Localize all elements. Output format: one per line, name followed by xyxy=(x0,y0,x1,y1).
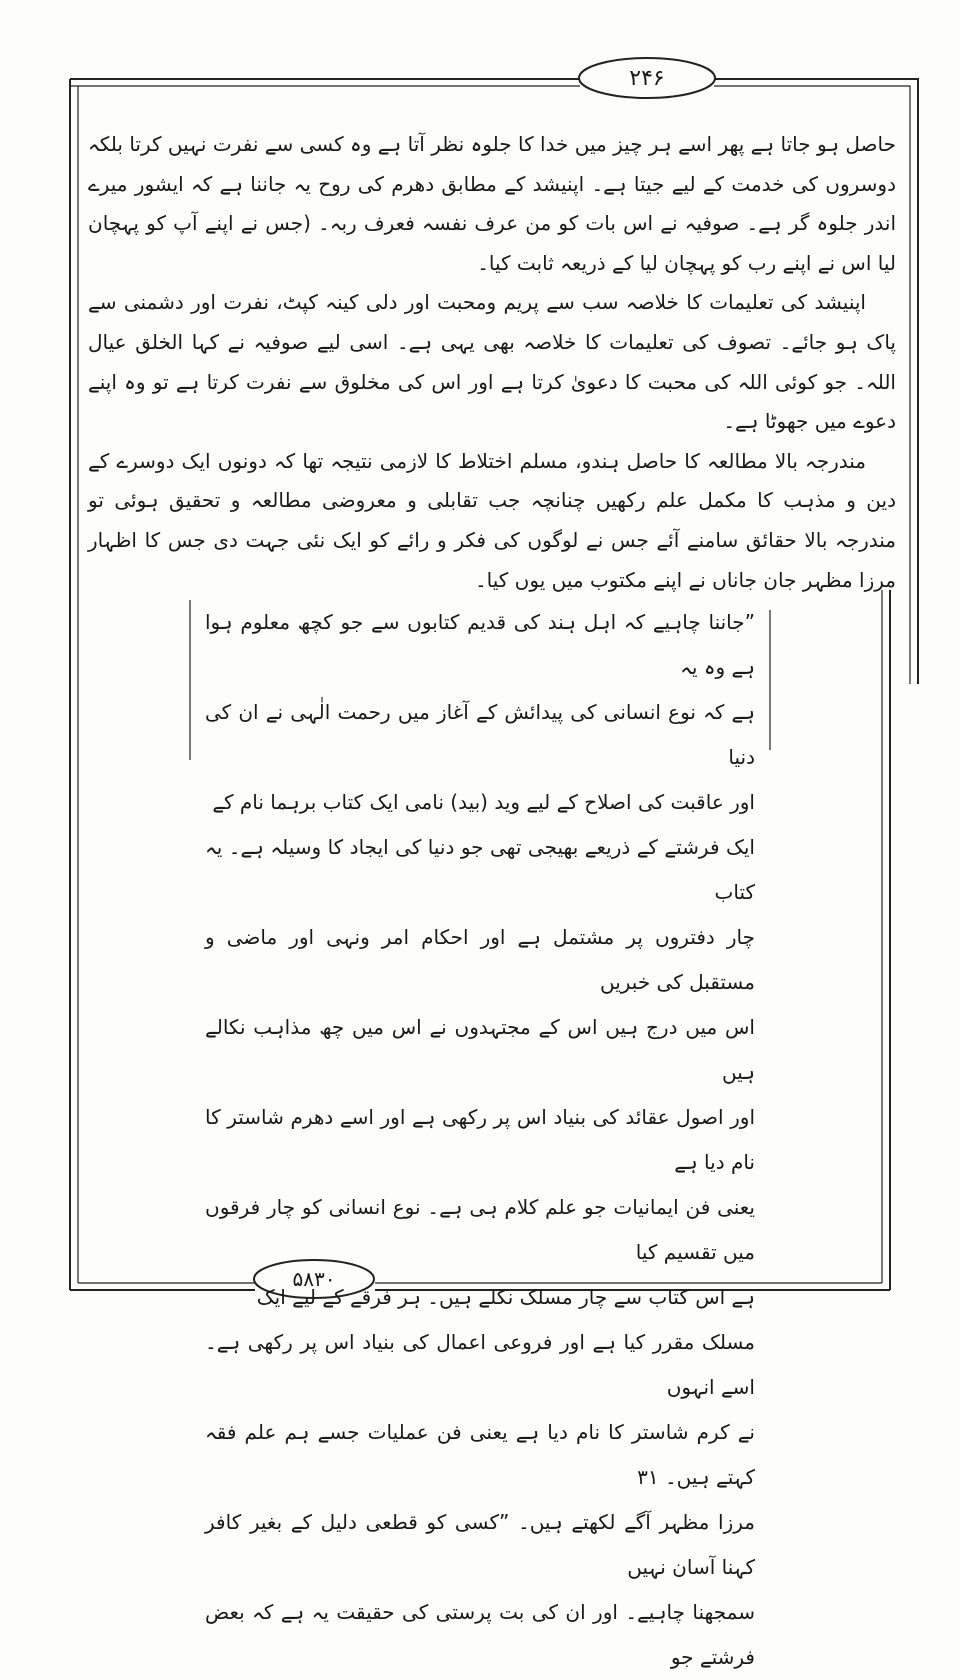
page-number: ۲۴۶ xyxy=(629,65,665,91)
paragraph-2: اپنیشد کی تعلیمات کا خلاصہ سب سے پریم ومحبت اور دلی کینہ کپٹ، نفرت اور دشمنی سے پاک ہو جائے۔ تصوف کی تعلیمات کا خلاصہ بھی یہی ہے۔ اسی لیے صوفیہ نے کہا الخلق عیال اللہ۔ جو کوئی اللہ کی محبت کا دعویٰ کرتا ہے اور اس کی مخلوق سے نفرت کرتا ہے تو وہ اپنے دعوے میں جھوٹا ہے۔ xyxy=(88,290,896,434)
body-text xyxy=(88,125,896,600)
quote-line: یعنی فن ایمانیات جو علم کلام ہی ہے۔ نوع انسانی کو چار فرقوں میں تقسیم کیا xyxy=(205,1195,755,1264)
paragraph-1: حاصل ہو جاتا ہے پھر اسے ہر چیز میں خدا کا جلوہ نظر آتا ہے وہ کسی سے نفرت نہیں کرتا بلکہ دوسروں کی خدمت کے لیے جیتا ہے۔ اپنیشد کے مطابق دھرم کی روح یہ جاننا ہے کہ ایشور میرے اندر جلوہ گر ہے۔ صوفیہ نے اس بات کو من عرف نفسہ فعرف ربہ۔ (جس نے اپنے آپ کو پہچان لیا اس نے اپنے رب کو پہچان لیا کے ذریعہ ثابت کیا۔ xyxy=(88,132,896,275)
quote-line: چار دفتروں پر مشتمل ہے اور احکام امر ونہی اور ماضی و مستقبل کی خبریں xyxy=(205,925,755,994)
paragraph-3: مندرجہ بالا مطالعہ کا حاصل ہندو، مسلم اختلاط کا لازمی نتیجہ تھا کہ دونوں ایک دوسرے کے دین و مذہب کا مکمل علم رکھیں چنانچہ جب تقابلی و معروضی مطالعہ و تحقیق ہوئی تو مندرجہ بالا حقائق سامنے آئے جس نے لوگوں کی فکر و رائے کو ایک نئی جہت دی جس کا اظہار مرزا مظہر جان جاناں نے اپنے مکتوب میں یوں کیا۔ xyxy=(88,448,896,592)
block-quote xyxy=(205,600,755,1680)
quote-line: سمجھنا چاہیے۔ اور ان کی بت پرستی کی حقیقت یہ ہے کہ بعض فرشتے جو xyxy=(205,1600,755,1669)
quote-line: مرزا مظہر آگے لکھتے ہیں۔ ”کسی کو قطعی دلیل کے بغیر کافر کہنا آسان نہیں xyxy=(205,1510,755,1579)
quote-line: مسلک مقرر کیا ہے اور فروعی اعمال کی بنیاد اس پر رکھی ہے۔ اسے انہوں xyxy=(205,1330,755,1399)
quote-line: ہے اس کتاب سے چار مسلک نکلے ہیں۔ ہر فرقے کے لیے ایک xyxy=(256,1285,755,1309)
quote-line: ”جاننا چاہیے کہ اہل ہند کی قدیم کتابوں سے جو کچھ معلوم ہوا ہے وہ یہ xyxy=(205,610,755,679)
quote-line: ایک فرشتے کے ذریعے بھیجی تھی جو دنیا کی ایجاد کا وسیلہ ہے۔ یہ کتاب xyxy=(205,835,755,904)
quote-line: اور عاقبت کی اصلاح کے لیے وید (بید) نامی ایک کتاب برہما نام کے xyxy=(212,790,755,814)
quote-line: اور اصول عقائد کی بنیاد اس پر رکھی ہے اور اسے دھرم شاستر کا نام دیا ہے xyxy=(205,1105,755,1174)
quote-line: نے کرم شاستر کا نام دیا ہے یعنی فن عملیات جسے ہم علم فقہ کہتے ہیں۔ ۳۱ xyxy=(205,1420,755,1489)
footer-page-number: ۵۸۳۰ xyxy=(292,1267,336,1291)
quote-line: ہے کہ نوع انسانی کی پیدائش کے آغاز میں رحمت الٰہی نے ان کی دنیا xyxy=(205,700,755,769)
quote-line: اس میں درج ہیں اس کے مجتہدوں نے اس میں چھ مذاہب نکالے ہیں xyxy=(205,1015,755,1084)
